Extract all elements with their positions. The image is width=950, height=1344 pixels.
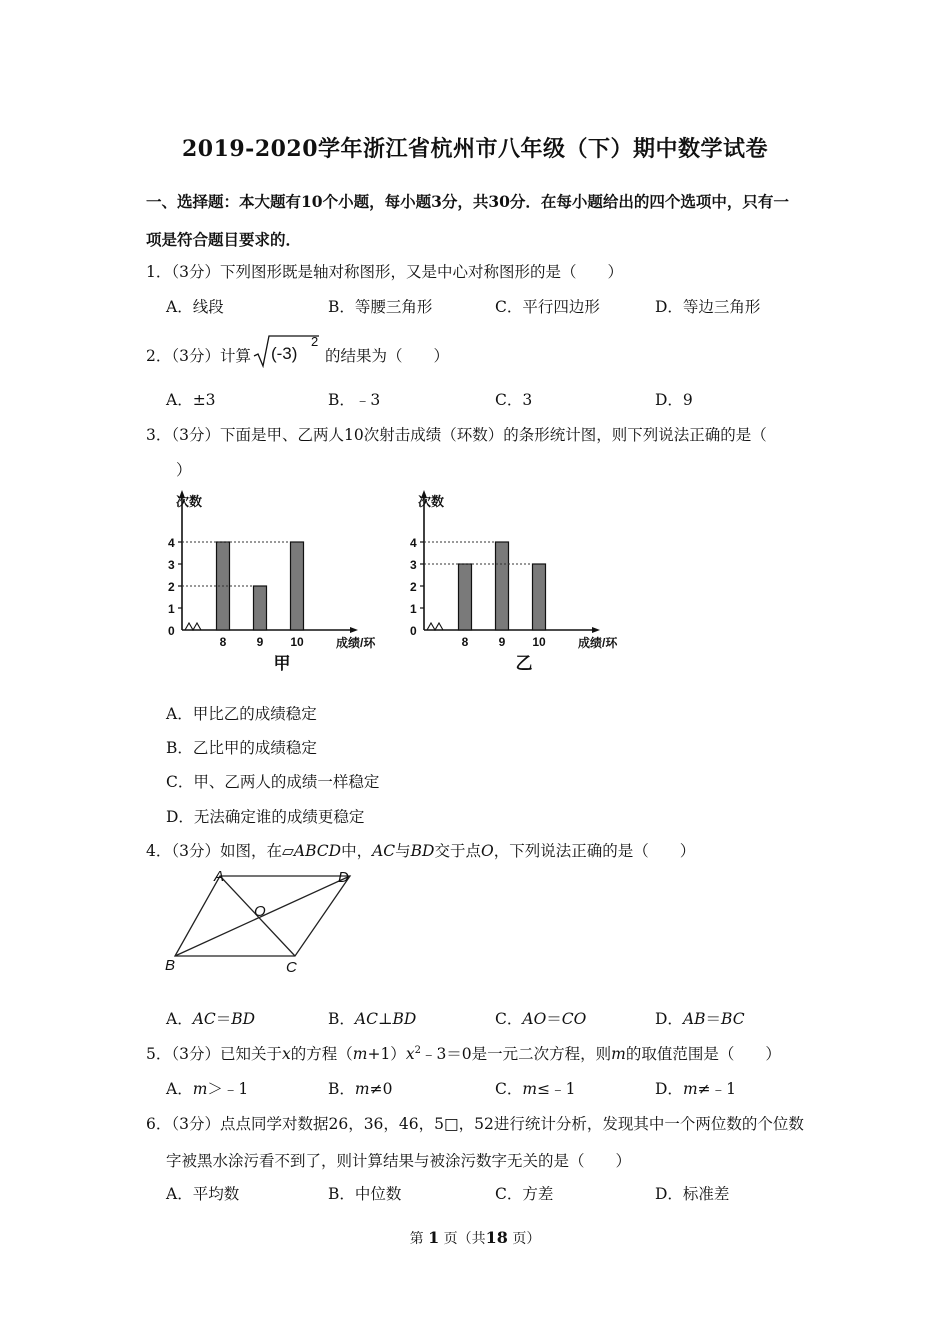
q1-option-d: D．等边三角形 (655, 298, 761, 316)
chart-caption: 乙 (515, 654, 533, 673)
parallelogram-figure (160, 864, 370, 976)
section-heading-line1: 一、选择题：本大题有10个小题，每小题3分，共30分．在每小题给出的四个选项中，只有一 (146, 192, 789, 211)
y-tick-label: 4 (410, 536, 417, 550)
sqrt-radicand: (-3) (270, 344, 298, 363)
bar (459, 564, 472, 630)
q6-option-d: D．标准差 (655, 1185, 730, 1203)
sqrt-exponent: 2 (310, 334, 319, 349)
parallelogram-symbol: ▱ (281, 842, 294, 860)
q4-mid2: 与 (395, 842, 411, 860)
bar (496, 542, 509, 630)
question-6-line1: 6．（3分）点点同学对数据26，36，46，5□，52进行统计分析，发现其中一个两位数的个位数 (146, 1115, 804, 1133)
q2-prefix: 2．（3分）计算 (146, 347, 251, 365)
q4-mid3: 交于点 (434, 842, 482, 860)
sqrt-expression (253, 334, 323, 372)
q4-option-c: C．AO＝CO (495, 1010, 587, 1028)
y-axis-title: 次数 (176, 494, 203, 509)
label-c: C (286, 959, 297, 976)
question-1-text: 1．（3分）下列图形既是轴对称图形，又是中心对称图形的是（ ） (146, 263, 623, 281)
x-axis-title: 成绩/环 (578, 636, 618, 650)
x-axis-arrow-icon (350, 627, 358, 633)
page-footer: 第 1 页（共18 页） (409, 1228, 541, 1247)
q2-suffix: 的结果为（ ） (324, 347, 449, 365)
q2-option-a: A．±3 (166, 391, 216, 409)
y-tick-label: 3 (410, 558, 417, 572)
q3-option-a: A．甲比乙的成绩稳定 (166, 705, 317, 723)
label-o: O (254, 903, 266, 920)
label-d: D (338, 869, 349, 886)
q2-option-c: C．3 (495, 391, 533, 409)
section-heading-line2: 项是符合题目要求的． (146, 230, 302, 249)
q4-num: 4．（3分）如图，在 (146, 842, 282, 860)
chart-caption: 甲 (273, 654, 291, 673)
q4-option-d: D．AB＝BC (655, 1010, 745, 1028)
x-tick-label: 9 (498, 635, 506, 649)
y-tick-label: 1 (168, 602, 175, 616)
x-tick-label: 9 (256, 635, 264, 649)
q3-option-b: B．乙比甲的成绩稳定 (166, 739, 317, 757)
question-3-line1: 3．（3分）下面是甲、乙两人10次射击成绩（环数）的条形统计图，则下列说法正确的是（ (146, 426, 767, 444)
q3-option-c: C．甲、乙两人的成绩一样稳定 (166, 773, 380, 791)
q6-option-a: A．平均数 (166, 1185, 240, 1203)
page-number: 1 (428, 1228, 440, 1247)
x-tick-label: 10 (532, 635, 546, 649)
y-tick-label: 1 (410, 602, 417, 616)
label-a: A (214, 868, 225, 885)
y-tick-label: 4 (168, 536, 175, 550)
q2-option-b: B．﹣3 (328, 391, 381, 409)
bar (291, 542, 304, 630)
q3-option-d: D．无法确定谁的成绩更稳定 (166, 808, 365, 826)
bar (254, 586, 267, 630)
axis-break-icon (185, 623, 201, 630)
q5-option-c: C．m≤﹣1 (495, 1080, 576, 1098)
y-tick-label: 3 (168, 558, 175, 572)
y-tick-label: 2 (410, 580, 417, 594)
q1-option-c: C．平行四边形 (495, 298, 600, 316)
question-3-line2: ） (176, 461, 192, 479)
x-tick-label: 8 (219, 635, 227, 649)
q4-o: O (481, 842, 494, 860)
q6-option-c: C．方差 (495, 1185, 554, 1203)
label-b: B (165, 957, 176, 974)
chart-jia (160, 488, 400, 678)
y-axis-title: 次数 (418, 494, 445, 509)
q4-mid1: 中， (341, 842, 373, 860)
q4-suffix: ，下列说法正确的是（ ） (493, 842, 696, 860)
q4-option-b: B．AC⊥BD (328, 1010, 417, 1028)
q4-shape: ABCD (293, 842, 342, 860)
q1-option-a: A．线段 (166, 298, 224, 316)
q5-option-d: D．m≠﹣1 (655, 1080, 736, 1098)
question-6-line2: 字被黑水涂污看不到了，则计算结果与被涂污数字无关的是（ ） (166, 1152, 632, 1170)
question-5-text: 5．（3分）已知关于x的方程$(m+1)x^2﹣3=0$是一元二次方程，则m的取值范围是（ ） (146, 1044, 781, 1063)
q2-option-d: D．9 (655, 391, 693, 409)
q4-option-a: A．AC＝BD (166, 1010, 256, 1028)
y-tick-label: 0 (168, 624, 175, 638)
q5-option-a: A．m＞﹣1 (166, 1080, 249, 1098)
x-axis-arrow-icon (592, 627, 600, 633)
chart-yi (402, 488, 642, 678)
total-pages: 18 (485, 1228, 508, 1247)
page-title: 2019-2020学年浙江省杭州市八年级（下）期中数学试卷 (181, 136, 769, 162)
y-tick-label: 2 (168, 580, 175, 594)
y-tick-label: 0 (410, 624, 417, 638)
axis-break-icon (427, 623, 443, 630)
q4-ac: AC (372, 842, 396, 860)
x-axis-title: 成绩/环 (336, 636, 376, 650)
q6-option-b: B．中位数 (328, 1185, 402, 1203)
x-tick-label: 10 (290, 635, 304, 649)
q5-option-b: B．m≠0 (328, 1080, 393, 1098)
question-2-text (146, 334, 449, 372)
q1-option-b: B．等腰三角形 (328, 298, 433, 316)
question-4-text (146, 839, 695, 861)
x-tick-label: 8 (461, 635, 469, 649)
q4-bd: BD (410, 842, 435, 860)
bar (533, 564, 546, 630)
